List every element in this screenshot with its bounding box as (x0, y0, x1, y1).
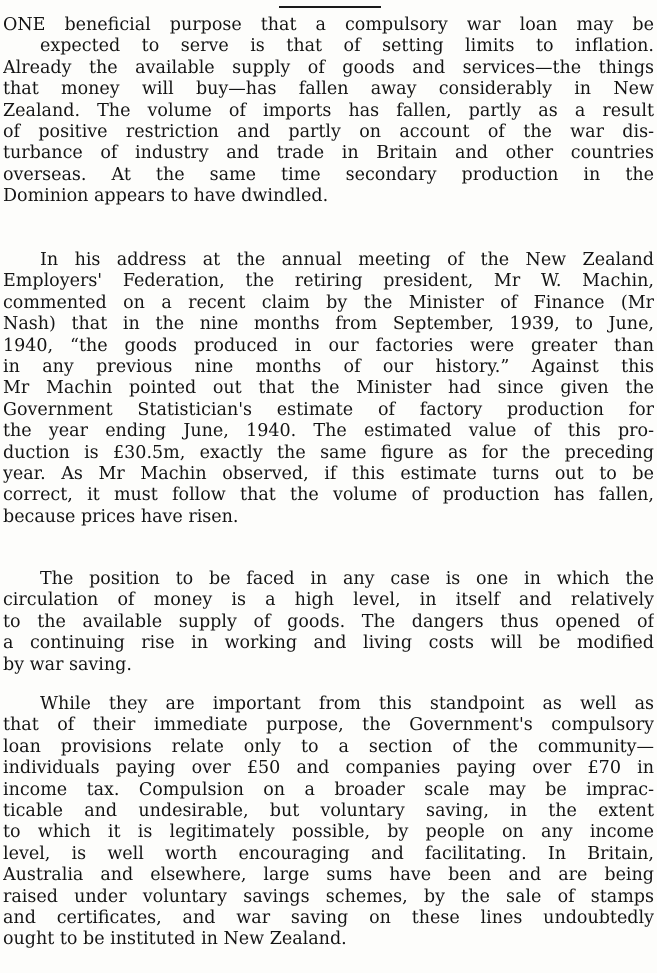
text-line: In his address at the annual meeting of the New Zealand (40, 250, 654, 270)
paragraph-3 (3, 569, 654, 676)
text-line: 1940, “the goods produced in our factories were greater than (3, 335, 654, 356)
text-line: income tax. Compulsion on a broader scale may be imprac- (3, 779, 654, 800)
paragraph-1 (3, 15, 654, 208)
text-line: Government Statistician's estimate of factory production for (3, 399, 654, 420)
text-line: Australia and elsewhere, large sums have been and are being (3, 865, 654, 886)
text-line: ought to be instituted in New Zealand. (3, 929, 347, 950)
column-rule-divider (279, 6, 381, 8)
text-line: Nash) that in the nine months from September, 1939, to June, (3, 314, 654, 335)
text-line: Already the available supply of goods and services—the things (3, 57, 654, 78)
text-line: Employers' Federation, the retiring president, Mr W. Machin, (3, 271, 654, 292)
text-line: of positive restriction and partly on account of the war dis- (3, 121, 654, 142)
text-line: turbance of industry and trade in Britain and other countries (3, 143, 654, 164)
text-line: ticable and undesirable, but voluntary saving, in the extent (3, 800, 654, 821)
text-line: overseas. At the same time secondary production in the (3, 164, 654, 185)
text-line: commented on a recent claim by the Minister of Finance (Mr (3, 292, 654, 313)
text-line: individuals paying over £50 and companies paying over £70 in (3, 758, 654, 779)
text-line: circulation of money is a high level, in itself and relatively (3, 590, 654, 611)
text-line: Dominion appears to have dwindled. (3, 186, 329, 207)
text-line: duction is £30.5m, exactly the same figure as for the preceding (3, 442, 654, 463)
paragraph-2 (3, 250, 654, 528)
text-line: to which it is legitimately possible, by people on any income (3, 822, 654, 843)
text-line: Mr Machin pointed out that the Minister had since given the (3, 378, 654, 399)
text-line: in any previous nine months of our history.” Against this (3, 356, 654, 377)
paragraph-4 (3, 694, 654, 951)
text-line: that money will buy—has fallen away considerably in New (3, 79, 654, 100)
text-line: a continuing rise in working and living costs will be modified (3, 633, 654, 654)
text-line: because prices have risen. (3, 506, 239, 527)
text-line: that of their immediate purpose, the Government's compulsory (3, 715, 654, 736)
text-line: While they are important from this standpoint as well as (40, 694, 654, 714)
text-line: The position to be faced in any case is one in which the (40, 569, 654, 589)
text-line: year. As Mr Machin observed, if this estimate turns out to be (3, 463, 654, 484)
text-line: ONE beneficial purpose that a compulsory war loan may be (3, 15, 654, 35)
text-line: Zealand. The volume of imports has fallen, partly as a result (3, 100, 654, 121)
text-line: by war saving. (3, 654, 132, 675)
text-line: raised under voluntary savings schemes, by the sale of stamps (3, 886, 654, 907)
text-line: expected to serve is that of setting limits to inflation. (40, 36, 654, 57)
text-line: the year ending June, 1940. The estimated value of this pro- (3, 421, 654, 442)
text-line: to the available supply of goods. The dangers thus opened of (3, 611, 654, 632)
text-line: level, is well worth encouraging and facilitating. In Britain, (3, 843, 654, 864)
text-line: loan provisions relate only to a section of the community— (3, 736, 654, 757)
text-line: correct, it must follow that the volume of production has fallen, (3, 485, 654, 506)
text-line: and certificates, and war saving on these lines undoubtedly (3, 907, 654, 928)
